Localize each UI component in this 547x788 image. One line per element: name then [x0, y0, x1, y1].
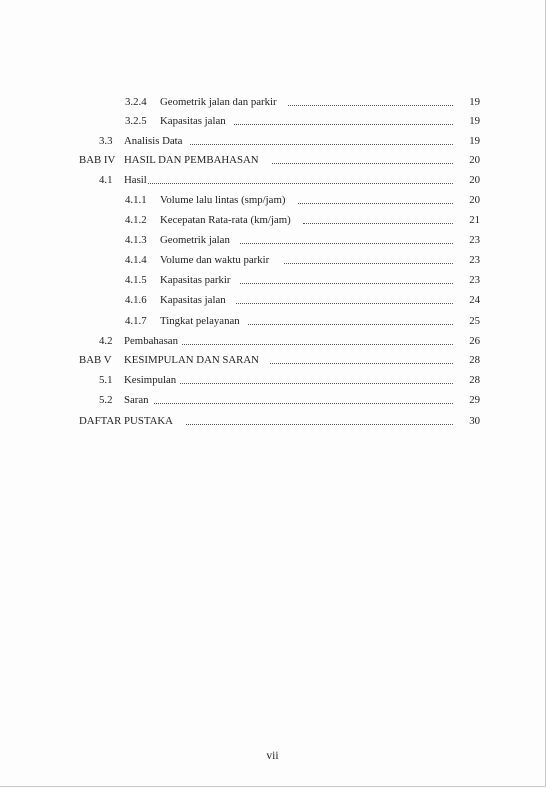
toc-entry-number: BAB V [79, 354, 112, 366]
toc-entry [0, 333, 545, 349]
toc-entry [0, 392, 545, 408]
toc-entry-title: Kesimpulan [124, 374, 177, 386]
toc-entry-title: Analisis Data [124, 135, 183, 147]
toc-leader-dots [240, 232, 453, 244]
toc-entry-page: 20 [469, 154, 480, 166]
toc-entry-title: DAFTAR PUSTAKA [79, 415, 173, 427]
toc-entry-number: 4.2 [99, 335, 113, 347]
toc-entry-title: Volume lalu lintas (smp/jam) [160, 194, 286, 206]
toc-entry [0, 352, 545, 368]
toc-entry-number: 5.1 [99, 374, 113, 386]
toc-entry-page: 23 [469, 274, 480, 286]
toc-entry [0, 192, 545, 208]
toc-leader-dots [303, 212, 453, 224]
toc-leader-dots [270, 352, 453, 364]
toc-leader-dots [190, 133, 453, 145]
toc-entry-number: 3.2.4 [125, 96, 147, 108]
toc-entry [0, 232, 545, 248]
toc-entry-number: 4.1.1 [125, 194, 147, 206]
toc-entry-page: 19 [469, 96, 480, 108]
toc-entry [0, 133, 545, 149]
toc-leader-dots [298, 192, 453, 204]
toc-leader-dots [148, 172, 453, 184]
toc-entry-page: 23 [469, 254, 480, 266]
toc-entry-title: Geometrik jalan dan parkir [160, 96, 277, 108]
toc-entry-number: 4.1.2 [125, 214, 147, 226]
toc-entry-title: Kecepatan Rata-rata (km/jam) [160, 214, 291, 226]
toc-entry-number: 3.2.5 [125, 115, 147, 127]
toc-entry [0, 94, 545, 110]
toc-entry-number: 4.1.7 [125, 315, 147, 327]
toc-entry-title: Kapasitas jalan [160, 115, 226, 127]
toc-entry [0, 212, 545, 228]
page-number: vii [266, 750, 279, 762]
toc-entry [0, 252, 545, 268]
toc-leader-dots [180, 372, 453, 384]
toc-entry-title: Volume dan waktu parkir [160, 254, 270, 266]
toc-entry-page: 20 [469, 174, 480, 186]
toc-entry-page: 28 [469, 354, 480, 366]
toc-leader-dots [236, 292, 453, 304]
toc-entry [0, 292, 545, 308]
toc-entry-page: 19 [469, 135, 480, 147]
toc-leader-dots [240, 272, 453, 284]
toc-entry [0, 172, 545, 188]
toc-entry-page: 28 [469, 374, 480, 386]
toc-entry-page: 29 [469, 394, 480, 406]
toc-entry-number: 3.3 [99, 135, 113, 147]
toc-entry-number: 4.1 [99, 174, 113, 186]
toc-entry-title: Geometrik jalan [160, 234, 230, 246]
toc-entry-page: 25 [469, 315, 480, 327]
toc-entry-title: Tingkat pelayanan [160, 315, 240, 327]
toc-entry-page: 24 [469, 294, 480, 306]
toc-leader-dots [186, 413, 453, 425]
toc-entry-number: 4.1.6 [125, 294, 147, 306]
toc-entry-title: KESIMPULAN DAN SARAN [124, 354, 259, 366]
toc-entry-title: Kapasitas parkir [160, 274, 231, 286]
toc-entry-number: 4.1.4 [125, 254, 147, 266]
toc-leader-dots [248, 313, 453, 325]
toc-entry-title: Hasil [124, 174, 147, 186]
toc-leader-dots [272, 152, 453, 164]
toc-entry-number: 4.1.3 [125, 234, 147, 246]
toc-entry [0, 313, 545, 329]
toc-leader-dots [182, 333, 453, 345]
toc-entry [0, 372, 545, 388]
toc-entry-page: 20 [469, 194, 480, 206]
toc-entry [0, 413, 545, 429]
toc-leader-dots [154, 392, 453, 404]
toc-entry-title: HASIL DAN PEMBAHASAN [124, 154, 259, 166]
toc-leader-dots [234, 113, 453, 125]
toc-entry-title: Kapasitas jalan [160, 294, 226, 306]
toc-entry-title: Saran [124, 394, 149, 406]
toc-entry-page: 30 [469, 415, 480, 427]
toc-entry-page: 21 [469, 214, 480, 226]
toc-entry-number: BAB IV [79, 154, 116, 166]
toc-entry-page: 19 [469, 115, 480, 127]
toc-entry [0, 113, 545, 129]
toc-entry [0, 272, 545, 288]
toc-leader-dots [284, 252, 453, 264]
toc-entry-number: 5.2 [99, 394, 113, 406]
toc-entry [0, 152, 545, 168]
toc-entry-number: 4.1.5 [125, 274, 147, 286]
toc-leader-dots [288, 94, 453, 106]
toc-entry-page: 23 [469, 234, 480, 246]
toc-entry-title: Pembahasan [124, 335, 178, 347]
toc-entry-page: 26 [469, 335, 480, 347]
